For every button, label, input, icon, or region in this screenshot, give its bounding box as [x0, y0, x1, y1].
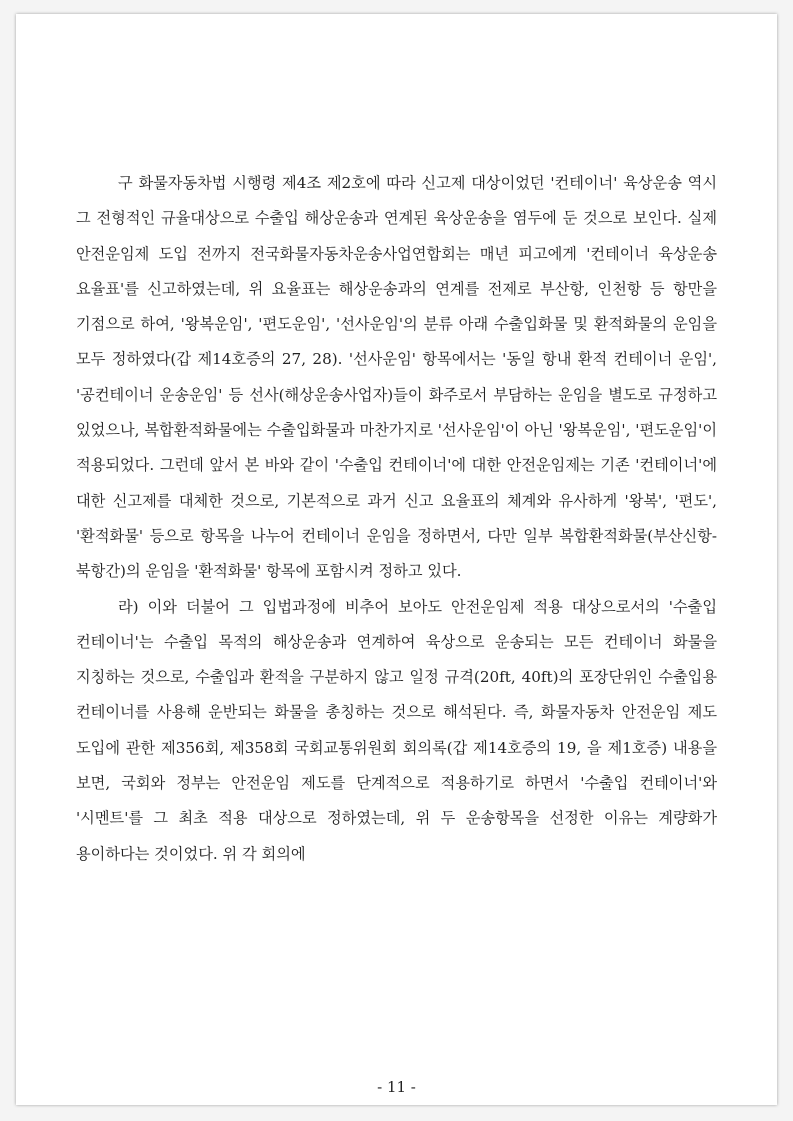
document-page — [16, 14, 777, 1105]
paragraph-2: 라) 이와 더불어 그 입법과정에 비추어 보아도 안전운임제 적용 대상으로서의 '수출입 컨테이너'는 수출입 목적의 해상운송과 연계하여 육상으로 운송되는 모든 컨테이너 화물을 지칭하는 것으로, 수출입과 환적을 구분하지 않고 일정 규격(20ft, 40ft)의 포장단위인 수출입용 컨테이너를 사용해 운반되는 화물을 총칭하는 것으로 해석된다. 즉, 화물자동차 안전운임 제도 도입에 관한 제356회, 제358회 국회교통위원회 회의록(갑 제14호증의 19, 을 제1호증) 내용을 보면, 국회와 정부는 안전운임 제도를 단계적으로 적용하기로 하면서 '수출입 컨테이너'와 '시멘트'를 그 최초 적용 대상으로 정하였는데, 위 두 운송항목을 선정한 이유는 계량화가 용이하다는 것이었다. 위 각 회의에 — [76, 597, 717, 863]
page-number: - 11 - — [377, 1078, 416, 1096]
paragraph-1: 구 화물자동차법 시행령 제4조 제2호에 따라 신고제 대상이었던 '컨테이너' 육상운송 역시 그 전형적인 규율대상으로 수출입 해상운송과 연계된 육상운송을 염두에 둔 것으로 보인다. 실제 안전운임제 도입 전까지 전국화물자동차운송사업연합회는 매년 피고에게 '컨테이너 육상운송 요율표'를 신고하였는데, 위 요율표는 해상운송과의 연계를 전제로 부산항, 인천항 등 항만을 기점으로 하여, '왕복운임', '편도운임', '선사운임'의 분류 아래 수출입화물 및 환적화물의 운임을 모두 정하였다(갑 제14호증의 27, 28). '선사운임' 항목에서는 '동일 항내 환적 컨테이너 운임', '공컨테이너 운송운임' 등 선사(해상운송사업자)들이 화주로서 부담하는 운임을 별도로 규정하고 있었으나, 복합환적화물에는 수출입화물과 마찬가지로 '선사운임'이 아닌 '왕복운임', '편도운임'이 적용되었다. 그런데 앞서 본 바와 같이 '수출입 컨테이너'에 대한 안전운임제는 기존 '컨테이너'에 대한 신고제를 대체한 것으로, 기본적으로 과거 신고 요율표의 체계와 유사하게 '왕복', '편도', '환적화물' 등으로 항목을 나누어 컨테이너 운임을 정하면서, 다만 일부 복합환적화물(부산신항-북항간)의 운임을 '환적화물' 항목에 포함시켜 정하고 있다. — [76, 174, 717, 581]
body-text — [76, 166, 717, 872]
